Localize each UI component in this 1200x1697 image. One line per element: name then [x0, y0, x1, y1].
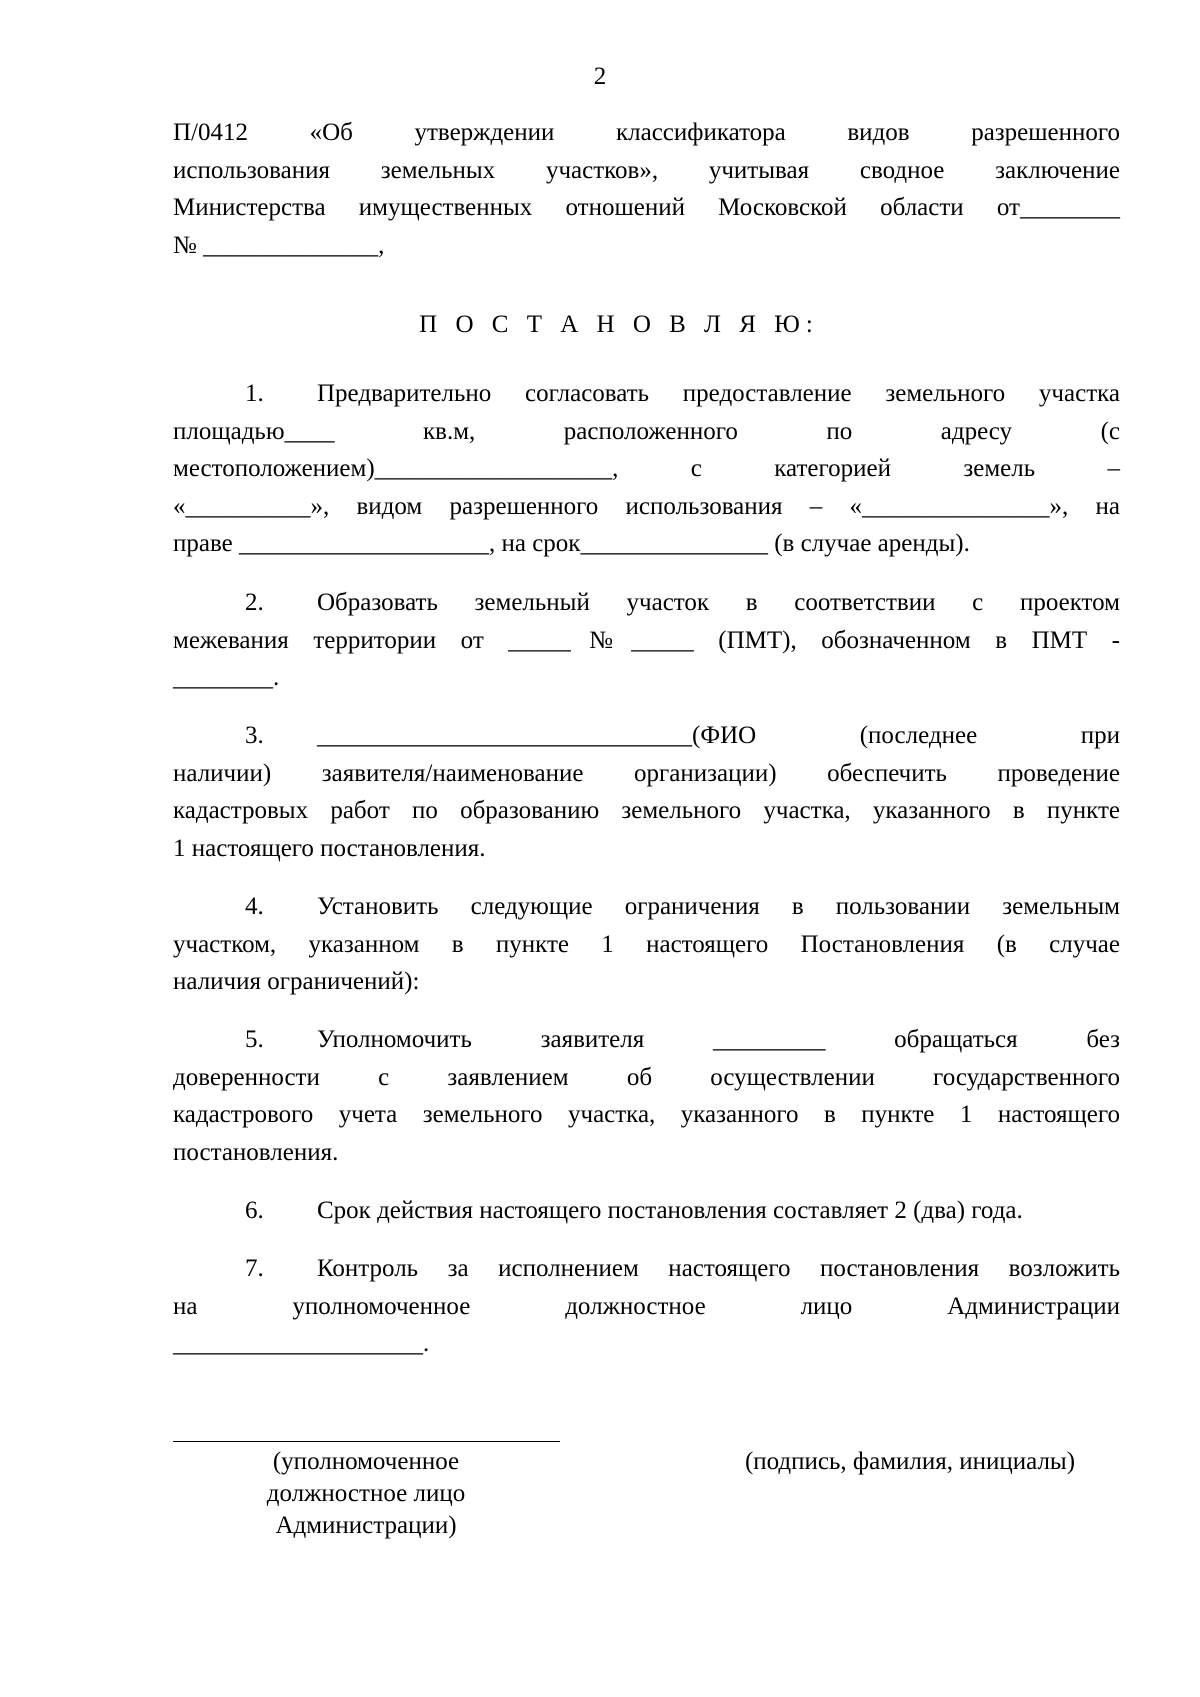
- item-number: 3.: [245, 722, 264, 749]
- intro-line: № ______________,: [173, 231, 385, 259]
- intro-line: П/0412 «Об утверждении классификатора видов разрешенного: [173, 119, 1120, 146]
- caption-line: (уполномоченное: [272, 1448, 460, 1475]
- item-first-line: [173, 1250, 1120, 1288]
- item-first-line: [173, 1021, 1120, 1059]
- item-number: 1.: [245, 380, 264, 407]
- item-number: 4.: [245, 893, 264, 920]
- item-line: ____________________.: [173, 1330, 430, 1357]
- item-line: постановления.: [173, 1138, 339, 1166]
- item-number: 5.: [245, 1026, 264, 1053]
- item-line: местоположением)___________________, с категорией земель –: [173, 455, 1120, 482]
- item-text: Установить следующие ограничения в пользовании земельным: [317, 893, 1120, 920]
- item-first-line: [173, 888, 1120, 926]
- item-line: «__________», видом разрешенного использования – «_______________», на: [173, 492, 1120, 520]
- page-number: 2: [593, 63, 607, 90]
- item-line: участком, указанном в пункте 1 настоящего Постановления (в случае: [173, 930, 1120, 958]
- signature-underline: [173, 1441, 560, 1442]
- item-line: праве ____________________, на срок_______________ (в случае аренды).: [173, 530, 970, 557]
- intro-paragraph: [173, 114, 1120, 264]
- signature-right-caption: (подпись, фамилия, инициалы): [744, 1448, 1076, 1475]
- item-line: площадью____ кв.м, расположенного по адресу (с: [173, 417, 1120, 445]
- item-2: [173, 584, 1120, 697]
- item-6: [173, 1192, 1120, 1230]
- item-line: кадастрового учета земельного участка, указанного в пункте 1 настоящего: [173, 1101, 1120, 1128]
- item-4: [173, 888, 1120, 1001]
- item-line: межевания территории от _____№_____ (ПМТ), обозначенном в ПМТ -: [173, 626, 1120, 654]
- caption-line: должностное лицо: [266, 1480, 466, 1507]
- item-number: 7.: [245, 1255, 264, 1282]
- item-text: Контроль за исполнением настоящего постановления возложить: [317, 1255, 1120, 1282]
- item-text: Срок действия настоящего постановления составляет 2 (два) года.: [317, 1197, 1023, 1224]
- item-line: наличия ограничений):: [173, 968, 420, 995]
- item-line: ________.: [173, 664, 280, 691]
- item-line: кадастровых работ по образованию земельного участка, указанного в пункте: [173, 797, 1120, 824]
- caption-line: Администрации): [275, 1512, 457, 1539]
- item-3: [173, 717, 1120, 867]
- signature-left-caption: [236, 1446, 496, 1542]
- intro-line: использования земельных участков», учитывая сводное заключение: [173, 156, 1120, 184]
- item-7: [173, 1250, 1120, 1363]
- item-line: доверенности с заявлением об осуществлении государственного: [173, 1063, 1120, 1091]
- intro-line: Министерства имущественных отношений Московской области от________: [173, 194, 1120, 221]
- item-text: ______________________________(ФИО (последнее при: [317, 722, 1120, 749]
- item-line: на уполномоченное должностное лицо Администрации: [173, 1292, 1120, 1320]
- item-5: [173, 1021, 1120, 1171]
- item-text: Образовать земельный участок в соответствии с проектом: [317, 589, 1120, 616]
- item-text: Уполномочить заявителя _________ обращаться без: [317, 1026, 1120, 1053]
- resolution-heading: П О С Т А Н О В Л Я Ю:: [419, 311, 819, 338]
- item-first-line: [173, 1192, 1120, 1230]
- item-first-line: [173, 717, 1120, 755]
- item-number: 6.: [245, 1197, 264, 1224]
- item-first-line: [173, 584, 1120, 622]
- item-1: [173, 375, 1120, 563]
- item-text: Предварительно согласовать предоставление земельного участка: [317, 380, 1120, 407]
- item-number: 2.: [245, 589, 264, 616]
- item-first-line: [173, 375, 1120, 413]
- item-line: наличии) заявителя/наименование организации) обеспечить проведение: [173, 759, 1120, 787]
- item-line: 1 настоящего постановления.: [173, 834, 486, 862]
